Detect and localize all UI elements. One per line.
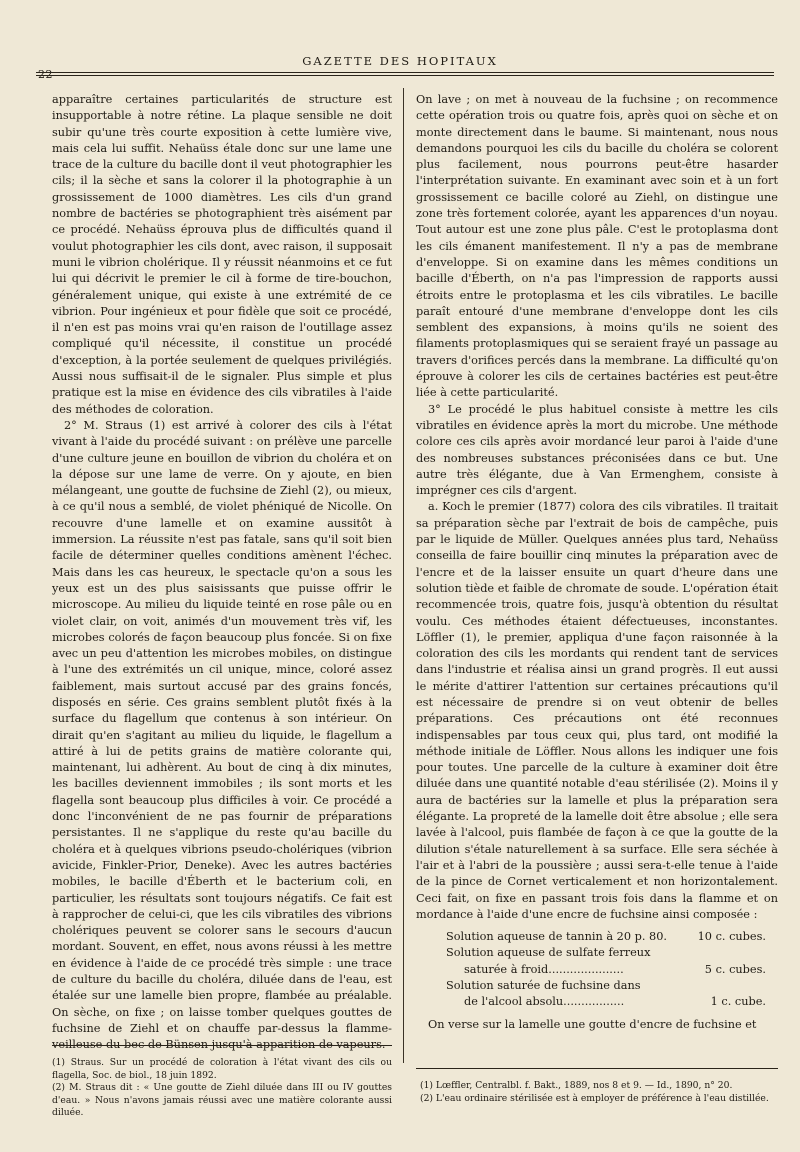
formula-quantity: 1 c. cube. [710,995,766,1009]
footnote-right-2: (2) L'eau ordinaire stérilisée est à employer de préférence à l'eau distillée. [420,1092,769,1104]
right-paragraph-3: a. Koch le premier (1877) colora des cils vibratiles. Il traitait sa préparation sèche par l'extrait de bois de campêche, puis par le liquide de Müller. Quelques années plus tard, Nehaüss conseilla de faire bouillir cinq minutes la préparation avec de l'encre et de la laisser ensuite un quart d'heure dans une solution tiède et faible de chromate de soude. L'opération était recommencée trois, quatre fois, jusqu'à obtention du résultat voulu. Ces méthodes étaient défectueuses, inconstantes. Löffler (1), le premier, appliqua d'une façon raisonnée à la coloration des cils les mordants qui rendent tant de services dans l'industrie et réalisa ainsi un grand progrès. Il eut aussi le mérite d'attirer l'attention sur certaines précautions qu'il est nécessaire de prendre si on veut obtenir de belles préparations. Ces précautions ont été reconnues indispensables par tous ceux qui, plus tard, ont modifié la méthode initiale de Löffler. Nous allons les indiquer une fois pour toutes. Une parcelle de la culture à examiner doit être diluée dans une quantité notable d'eau stérilisée (2). Moins il y aura de bactéries sur la lamelle et plus la préparation sera élégante. La propreté de la lamelle doit être absolue ; elle sera lavée à l'alcool, puis flambée de façon à ce que la goutte de la dilution s'étale naturellement à sa surface. Elle sera séchée à l'air et à l'abri de la poussière ; aussi sera-t-elle tenue à l'aide de la pince de Cornet verticalement et non horizontalement. Ceci fait, on fixe en passant trois fois dans la flamme et on mordance à l'aide d'une encre de fuchsine ainsi composée : [416,500,778,921]
header-rule [36,72,774,73]
footnote-right-1: (1) Lœffler, Centralbl. f. Bakt., 1889, nos 8 et 9. — Id., 1890, n° 20. [420,1080,733,1091]
formula-ingredient: Solution aqueuse de tannin à 20 p. 80. [446,930,668,944]
formula-ingredient: Solution saturée de fuchsine dans [446,979,641,993]
formula-row [416,945,778,961]
footnotes-left [52,1057,392,1120]
footnote-left-2: (2) M. Straus dit : « Une goutte de Ziehl diluée dans III ou IV gouttes d'eau. » Nous n'avons jamais réussi avec une matière colorante aussi diluée. [52,1082,392,1118]
header-rule-double [36,75,774,76]
formula-table [416,929,778,1010]
formula-quantity: 5 c. cubes. [704,962,766,976]
formula-ingredient: saturée à froid..................... [464,962,624,976]
footnotes-right [420,1080,778,1105]
right-paragraph-1: On lave ; on met à nouveau de la fuchsine ; on recommence cette opération trois ou quatre fois, après quoi on sèche et on monte directement dans le baume. Si maintenant, nous nous demandons pourquoi les cils du bacille du choléra se colorent plus facilement, nous pourrons peut-être hasarder l'interprétation suivante. En examinant avec soin et à un fort grossissement ce bacille coloré au Ziehl, on distingue une zone très fortement colorée, ayant les apparences d'un noyau. Tout autour est une zone plus pâle. C'est le protoplasma dont les cils émanent manifestement. Il n'y a pas de membrane d'enveloppe. Si on examine dans les mêmes conditions un bacille d'Éberth, on n'a pas l'impression de rapports aussi étroits entre le protoplasma et les cils vibratiles. Le bacille paraît entouré d'une membrane d'enveloppe dont les cils semblent des expansions, à moins qu'ils ne soient des filaments protoplasmiques qui se seraient frayé un passage au travers d'orifices percés dans la membrane. La difficulté qu'on éprouve à colorer les cils de certaines bactéries est peut-être liée à cette particularité. [416,93,778,400]
formula-row [416,978,778,994]
formula-row [416,929,778,945]
formula-row [416,962,778,978]
footnote-rule-right [416,1068,778,1069]
formula-ingredient: Solution aqueuse de sulfate ferreux [446,946,651,960]
formula-row [416,994,778,1010]
left-paragraph-2: 2° M. Straus (1) est arrivé à colorer des cils à l'état vivant à l'aide du procédé suivant : on prélève une parcelle d'une culture jeune en bouillon de vibrion du choléra et on la dépose sur une lame de verre. On y ajoute, en bien mélangeant, une goutte de fuchsine de Ziehl (2), ou mieux, à ce qu'il nous a semblé, de violet phéniqué de Nicolle. On recouvre d'une lamelle et on examine aussitôt à immersion. La réussite n'est pas fatale, sans qu'il soit bien facile de déterminer quelles conditions amènent l'échec. Mais dans les cas heureux, le spectacle qu'on a sous les yeux est un des plus saisissants que puisse offrir le microscope. Au milieu du liquide teinté en rose pâle ou en violet clair, on voit, animés d'un mouvement très vif, les microbes colorés de façon beaucoup plus foncée. Si on fixe avec un peu d'attention les microbes mobiles, on distingue à l'une des extrémités un cil unique, mince, coloré assez faiblement, mais surtout accusé par des grains foncés, disposés en série. Ces grains semblent plutôt fixés à la surface du flagellum que contenus à son intérieur. On dirait qu'en s'agitant au milieu du liquide, le flagellum a attiré à lui de petits grains de matière colorante qui, maintenant, lui adhèrent. Au bout de cinq à dix minutes, les bacilles deviennent immobiles ; ils sont morts et les flagella sont beaucoup plus difficiles à voir. Ce procédé a donc l'inconvénient de ne pas fournir de préparations persistantes. Il ne s'applique du reste qu'au bacille du choléra et à quelques vibrions pseudo-cholériques (vibrion avicide, Finkler-Prior, Deneke). Avec les autres bactéries mobiles, le bacille d'Éberth et le bacterium coli, en particulier, les résultats sont toujours négatifs. Ce fait est à rapprocher de celui-ci, que les cils vibratiles des vibrions cholériques peuvent se colorer sans le secours d'aucun mordant. Souvent, en effet, nous avons réussi à les mettre en évidence à l'aide de ce procédé très simple : une trace de culture du bacille du choléra, diluée dans de l'eau, est étalée sur une lamelle bien propre, flambée au préalable. On sèche, on fixe ; on laisse tomber quelques gouttes de fuchsine de Ziehl et on chauffe par-dessus la flamme-veilleuse du bec de Bünsen jusqu'à apparition de vapeurs. [52,418,392,1052]
right-column [416,92,778,1033]
formula-quantity: 10 c. cubes. [697,930,766,944]
formula-ingredient: de l'alcool absolu................. [464,995,625,1009]
left-column [52,92,392,1054]
right-paragraph-4: On verse sur la lamelle une goutte d'encre de fuchsine et [428,1017,757,1031]
footnote-left-1: (1) Straus. Sur un procédé de coloration à l'état vivant des cils ou flagella, Soc. de biol., 18 juin 1892. [52,1057,392,1081]
running-head-title: GAZETTE DES HOPITAUX [302,54,498,68]
page-number: 22 [38,68,53,81]
footnote-rule-left [52,1045,392,1046]
right-paragraph-2: 3° Le procédé le plus habituel consiste à mettre les cils vibratiles en évidence après la mort du microbe. Une méthode colore ces cils après avoir mordancé leur paroi à l'aide d'une des nombreuses substances préconisées dans ce but. Une autre très élégante, due à Van Ermenghem, consiste à imprégner ces cils d'argent. [416,402,778,498]
column-divider [403,88,404,1063]
left-paragraph-1: apparaître certaines particularités de structure est insupportable à notre rétine. La plaque sensible ne doit subir qu'une très courte exposition à cette lumière vive, mais cela lui suffit. Nehaüss étale donc sur une lame une trace de la culture du bacille dont il veut photographier les cils; il la sèche et sans la colorer il la photographie à un grossissement de 1000 diamètres. Les cils d'un grand nombre de bactéries se photographient très aisément par ce procédé. Nehaüss éprouva plus de difficultés quand il voulut photographier les cils dont, avec raison, il supposait muni le vibrion cholérique. Il y réussit néanmoins et ce fut lui qui décrivit le premier le cil à forme de tire-bouchon, généralement unique, qui existe à une extrémité de ce vibrion. Pour ingénieux et pour fidèle que soit ce procédé, il n'en est pas moins vrai qu'en raison de l'outillage assez compliqué qu'il nécessite, il constitue un procédé d'exception, à la portée seulement de quelques privilégiés. Aussi nous suffisait-il de le signaler. Plus simple et plus pratique est la mise en évidence des cils vibratiles à l'aide des méthodes de coloration. [52,93,392,416]
